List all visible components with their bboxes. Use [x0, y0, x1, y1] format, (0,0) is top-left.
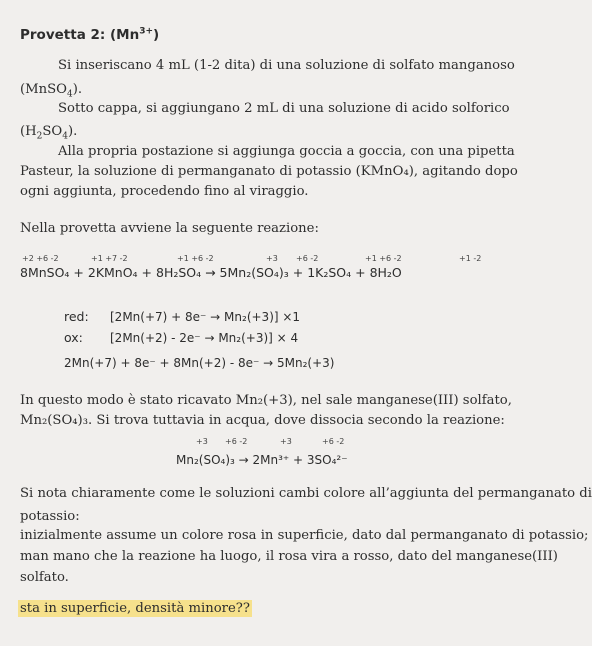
reduction-label: red: [64, 309, 89, 324]
overall-redox-equation: 2Mn(+7) + 8e⁻ + 8Mn(+2) - 8e⁻ → 5Mn₂(+3) [64, 356, 335, 370]
oxidation-state-2: +1 +7 -2 [91, 254, 128, 263]
paragraph-4: Nella provetta avviene la seguente reazione: [20, 221, 319, 236]
title-text: Provetta 2: (Mn [20, 27, 140, 43]
paragraph-6-line-3: inizialmente assume un colore rosa in superficie, dato dal permanganato di potassio; [20, 528, 589, 543]
p2-text-c: ). [67, 124, 78, 139]
oxidation-state-9: +6 -2 [225, 437, 248, 446]
paragraph-5-line-2: Mn₂(SO₄)₃. Si trova tuttavia in acqua, dove dissocia secondo la reazione: [20, 413, 505, 428]
p2-sub-1: 2 [36, 131, 43, 142]
paragraph-6-line-5: solfato. [20, 570, 69, 585]
oxidation-state-3: +1 +6 -2 [177, 254, 214, 263]
reaction-equation: 8MnSO₄ + 2KMnO₄ + 8H₂SO₄ → 5Mn₂(SO₄)₃ + 1K₂SO₄ + 8H₂O [20, 265, 402, 280]
oxidation-state-6: +1 +6 -2 [365, 254, 402, 263]
title-close: ) [153, 27, 160, 43]
dissociation-equation: Mn₂(SO₄)₃ → 2Mn³⁺ + 3SO₄²⁻ [176, 453, 348, 467]
paragraph-3-line-1: Alla propria postazione si aggiunga goccia a goccia, con una pipetta [58, 144, 515, 159]
paragraph-1-line-1: Si inseriscano 4 mL (1-2 dita) di una soluzione di solfato manganoso [58, 58, 515, 73]
page-title [20, 27, 159, 43]
paragraph-1-line-2 [20, 82, 82, 98]
question-highlight: sta in superficie, densità minore?? [20, 601, 250, 616]
paragraph-3-line-2: Pasteur, la soluzione di permanganato di potassio (KMnO₄), agitando dopo [20, 164, 518, 179]
oxidation-state-4: +3 [266, 254, 278, 263]
p1-text-b: ). [72, 82, 83, 97]
oxidation-label: ox: [64, 330, 83, 345]
oxidation-state-7: +1 -2 [459, 254, 482, 263]
oxidation-state-10: +3 [280, 437, 292, 446]
p1-text-a: (MnSO [20, 82, 67, 97]
oxidation-state-8: +3 [196, 437, 208, 446]
p2-text-b: SO [42, 124, 63, 139]
p2-sub-2: 4 [62, 131, 68, 142]
oxidation-state-11: +6 -2 [322, 437, 345, 446]
oxidation-half-reaction: [2Mn(+2) - 2e⁻ → Mn₂(+3)] × 4 [110, 331, 299, 345]
oxidation-state-1: +2 +6 -2 [22, 254, 59, 263]
p1-sub: 4 [67, 89, 73, 100]
title-superscript: 3+ [139, 26, 154, 37]
paragraph-5-line-1: In questo modo è stato ricavato Mn₂(+3), nel sale manganese(III) solfato, [20, 393, 512, 408]
paragraph-6-line-1: Si nota chiaramente come le soluzioni cambi colore all’aggiunta del permanganato di [20, 486, 592, 501]
oxidation-state-5: +6 -2 [296, 254, 319, 263]
paragraph-3-line-3: ogni aggiunta, procedendo fino al viraggio. [20, 184, 309, 199]
paragraph-2-line-1: Sotto cappa, si aggiungano 2 mL di una soluzione di acido solforico [58, 101, 510, 116]
paragraph-6-line-4: man mano che la reazione ha luogo, il rosa vira a rosso, dato del manganese(III) [20, 549, 558, 564]
highlighted-question [18, 601, 252, 617]
paragraph-2-line-2 [20, 124, 77, 140]
reduction-half-reaction: [2Mn(+7) + 8e⁻ → Mn₂(+3)] ×1 [110, 310, 301, 324]
paragraph-6-line-2: potassio: [20, 509, 80, 524]
p2-text-a: (H [20, 124, 37, 139]
